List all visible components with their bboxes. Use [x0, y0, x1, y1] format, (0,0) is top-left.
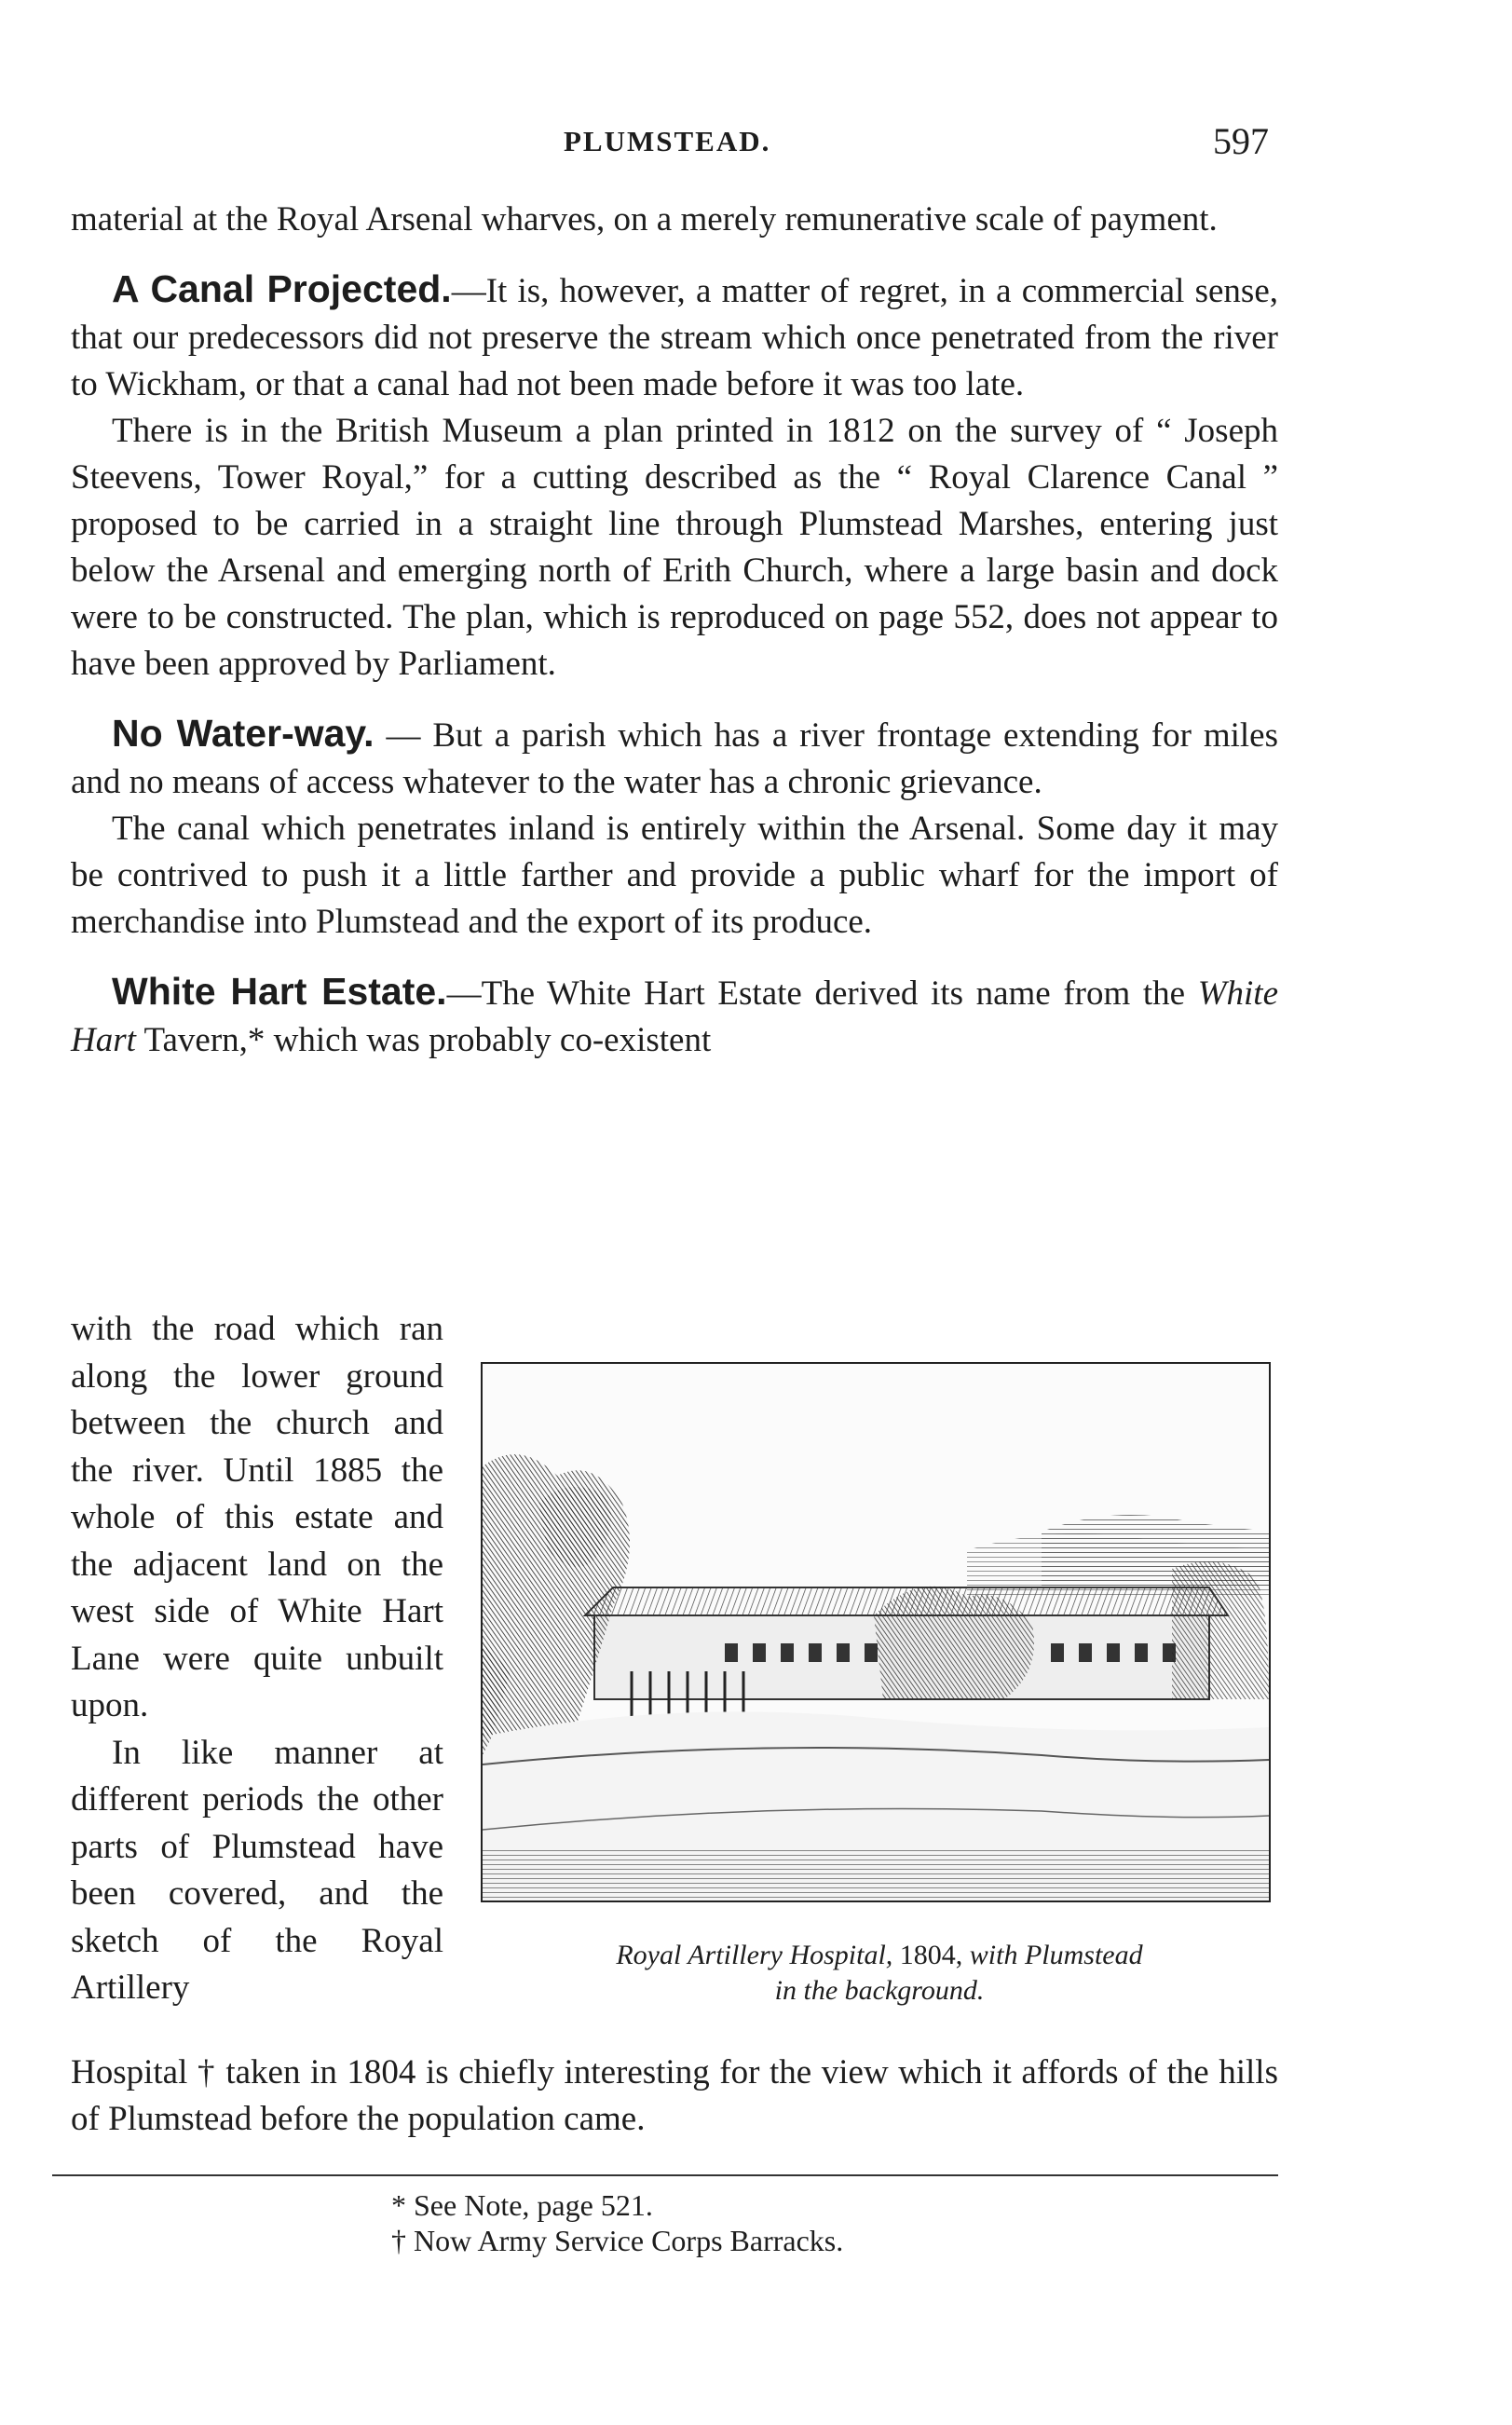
- paragraph-hospital: Hospital † taken in 1804 is chiefly interesting for the view which it affords of the hills of Plumstead before the population came.: [71, 2053, 1278, 2138]
- paragraph-white-hart: [71, 968, 1278, 1064]
- paragraph-waterway: [71, 710, 1278, 806]
- white-hart-italic: White Hart: [71, 974, 1278, 1059]
- paragraph-canal-text: —It is, however, a matter of regret, in a commercial sense, that our predecessors did not preserve the stream which once penetrated from the river to Wickham, or that a canal had not been made before it was too late.: [71, 272, 1278, 403]
- section-heading-waterway: No Water-way.: [112, 712, 375, 755]
- wrapped-column: [71, 1306, 443, 2012]
- wrapped-paragraph-1: with the road which ran along the lower ground between the church and the river. Until 1885 the whole of this estate and the adjacent land on the west side of White Hart Lane were quite unbuilt upon.: [71, 1310, 443, 1724]
- caption-line-1: [484, 1938, 1274, 1973]
- paragraph-after-figure: [71, 2050, 1278, 2143]
- caption-year: 1804,: [892, 1940, 970, 1970]
- white-hart-text-b: Tavern,* which was probably co-existent: [135, 1021, 712, 1059]
- footnotes: [391, 2187, 843, 2258]
- section-heading-white-hart: White Hart Estate.: [112, 970, 447, 1013]
- footnote-1: * See Note, page 521.: [391, 2188, 653, 2222]
- footnote-2: † Now Army Service Corps Barracks.: [391, 2224, 844, 2257]
- figure-caption: [484, 1938, 1274, 2009]
- hospital-illustration: [481, 1362, 1271, 1902]
- wrapped-paragraph-2: In like manner at different periods the other parts of Plumstead have been covered, and the sketch of the Royal Artillery: [71, 1733, 443, 2007]
- paragraph-canal-2: There is in the British Museum a plan printed in 1812 on the survey of “ Joseph Steevens, Tower Royal,” for a cutting described as the “ Royal Clarence Canal ” proposed to be carried in a straight line through Plumstead Marshes, entering just below the Arsenal and emerging north of Erith Church, where a large basin and dock were to be constructed. The plan, which is reproduced on page 552, does not appear to have been approved by Parliament.: [71, 412, 1278, 683]
- caption-line-2: in the background.: [774, 1975, 985, 2006]
- running-header: [0, 119, 1512, 166]
- engraving-image: [483, 1364, 1269, 1900]
- caption-title: Royal Artillery Hospital,: [616, 1940, 893, 1970]
- paragraph-waterway-text: — But a parish which has a river frontage extending for miles and no means of access whatever to the water has a chronic grievance.: [71, 716, 1278, 801]
- running-title: PLUMSTEAD.: [564, 125, 771, 157]
- caption-with: with Plumstead: [969, 1940, 1143, 1970]
- main-text: [71, 197, 1278, 1064]
- white-hart-text-a: —The White Hart Estate derived its name from the: [446, 974, 1198, 1013]
- section-heading-canal: A Canal Projected.: [112, 267, 452, 310]
- paragraph-canal: [71, 266, 1278, 408]
- footnote-rule: [52, 2174, 1278, 2176]
- page-number: 597: [1213, 120, 1269, 162]
- paragraph-continuation: material at the Royal Arsenal wharves, on a merely remunerative scale of payment.: [71, 200, 1218, 238]
- paragraph-waterway-2: The canal which penetrates inland is entirely within the Arsenal. Some day it may be contrived to push it a little farther and provide a public wharf for the import of merchandise into Plumstead and the export of its produce.: [71, 810, 1278, 941]
